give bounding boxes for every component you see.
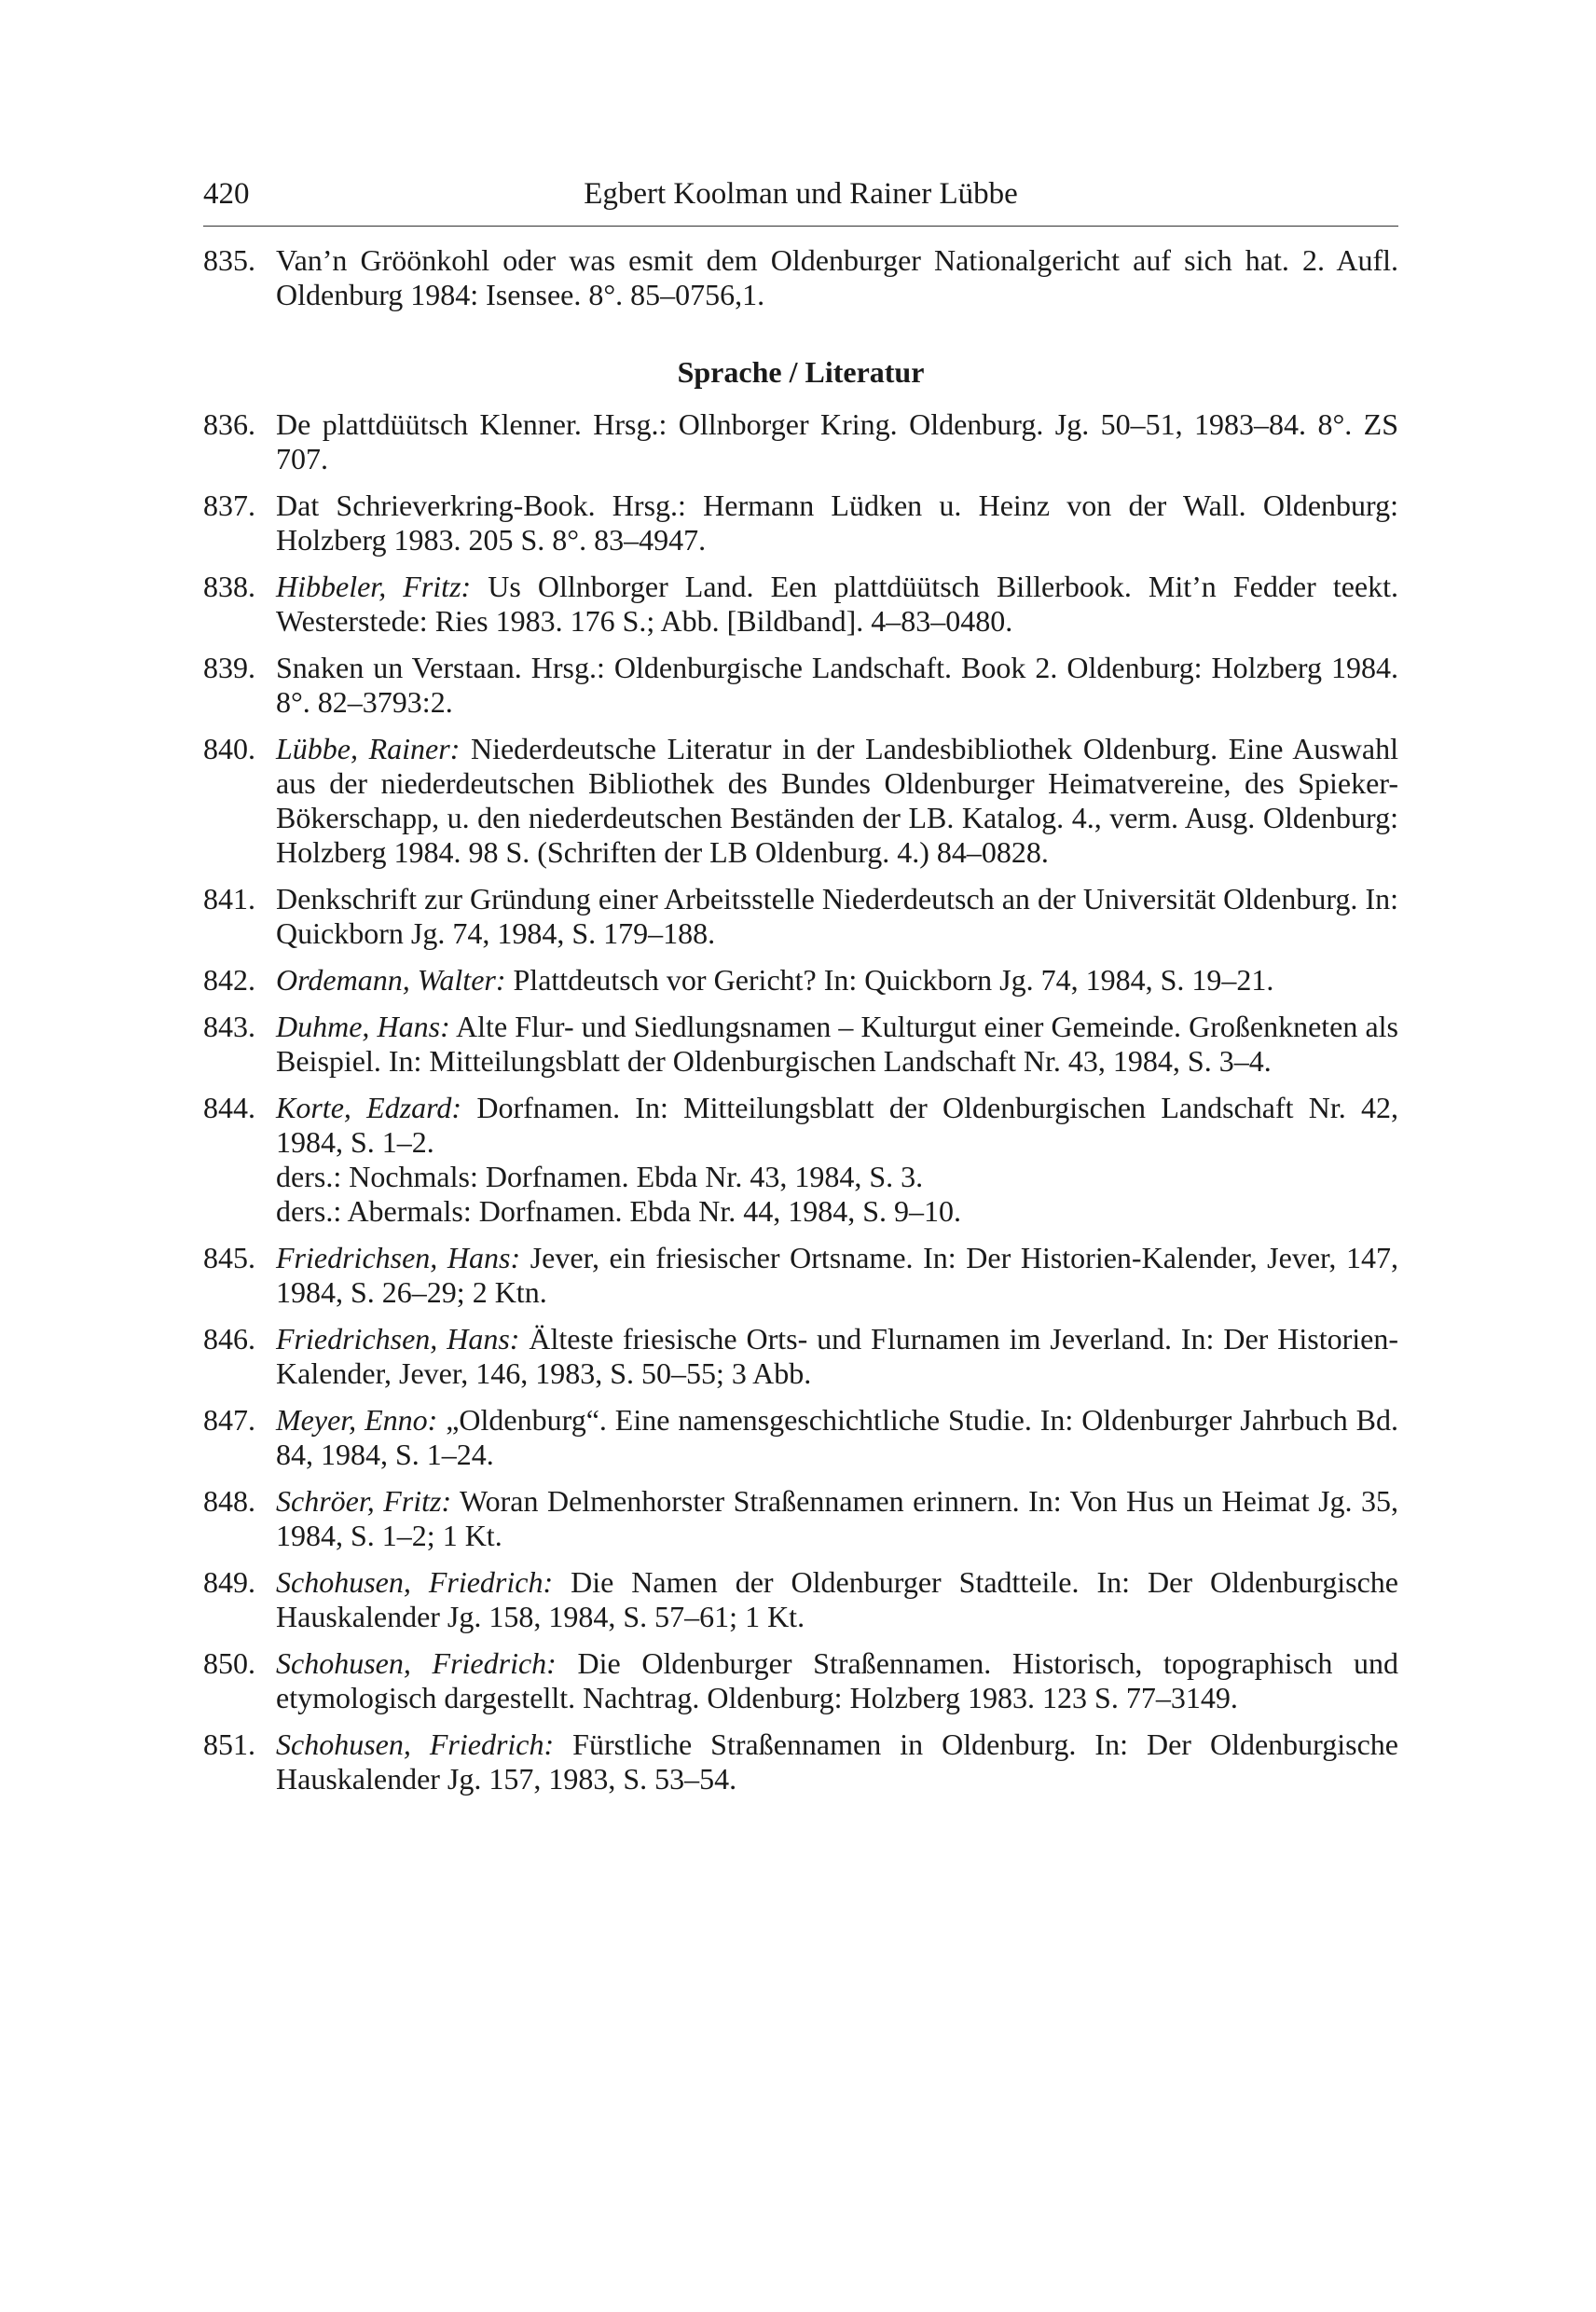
entry-body bbox=[276, 1010, 1398, 1079]
entry-text: Dat Schrieverkring-Book. Hrsg.: Hermann Lüdken u. Heinz von der Wall. Oldenburg: Holzberg 1983. 205 S. 8°. 83–4947. bbox=[276, 489, 1398, 557]
entries-main bbox=[203, 407, 1398, 1796]
entry-text: Alte Flur- und Siedlungsnamen – Kulturgut einer Gemeinde. Großenkneten als Beispiel. In: Mitteilungsblatt der Oldenburgischen Landschaft Nr. 43, 1984, S. 3–4. bbox=[276, 1010, 1399, 1078]
section-heading: Sprache / Literatur bbox=[677, 355, 925, 389]
entry-number: 844. bbox=[203, 1091, 255, 1124]
entry-number: 850. bbox=[203, 1646, 255, 1680]
entry-number: 836. bbox=[203, 407, 255, 441]
entry-text-line bbox=[276, 1727, 1398, 1796]
entry-body bbox=[276, 963, 1398, 998]
entry-body bbox=[276, 1403, 1398, 1472]
entry-text-line bbox=[276, 1565, 1398, 1634]
entries-before bbox=[203, 243, 1398, 312]
entry-author: Korte, Edzard: bbox=[276, 1091, 462, 1124]
entry-text: Us Ollnborger Land. Een plattdüütsch Billerbook. Mit’n Fedder teekt. Westerstede: Ries 1983. 176 S.; Abb. [Bildband]. 4–83–0480. bbox=[276, 570, 1398, 638]
entry-body bbox=[276, 732, 1398, 870]
entry-text-line bbox=[276, 243, 1398, 312]
entry-body bbox=[276, 651, 1398, 720]
book-page bbox=[203, 168, 1398, 1809]
bibliography-entry bbox=[203, 882, 1398, 951]
bibliography-entry bbox=[203, 1091, 1398, 1229]
entry-body bbox=[276, 489, 1398, 557]
entry-text: Plattdeutsch vor Gericht? In: Quickborn Jg. 74, 1984, S. 19–21. bbox=[505, 963, 1274, 997]
entry-number: 848. bbox=[203, 1484, 255, 1518]
entry-text: „Oldenburg“. Eine namensgeschichtliche Studie. In: Oldenburger Jahrbuch Bd. 84, 1984, S. 1–24. bbox=[276, 1403, 1399, 1471]
bibliography-entry bbox=[203, 732, 1398, 870]
entry-body bbox=[276, 1484, 1398, 1553]
entry-body bbox=[276, 1322, 1398, 1391]
entry-number: 847. bbox=[203, 1403, 255, 1437]
bibliography-entry bbox=[203, 1241, 1398, 1310]
entry-text-line bbox=[276, 570, 1398, 639]
entry-text: Die Oldenburger Straßennamen. Historisch, topographisch und etymologisch dargestellt. Nachtrag. Oldenburg: Holzberg 1983. 123 S. 77–3149. bbox=[276, 1646, 1399, 1714]
bibliography-entry bbox=[203, 489, 1398, 557]
entry-text-line bbox=[276, 407, 1398, 476]
entry-text: Jever, ein friesischer Ortsname. In: Der Historien-Kalender, Jever, 147, 1984, S. 26–29; 2 Ktn. bbox=[276, 1241, 1399, 1309]
bibliography-entry bbox=[203, 243, 1398, 312]
entry-number: 840. bbox=[203, 732, 255, 765]
entry-text-line bbox=[276, 489, 1398, 557]
bibliography-entry bbox=[203, 1646, 1398, 1715]
bibliography-entry bbox=[203, 1322, 1398, 1391]
bibliography-entry bbox=[203, 1565, 1398, 1634]
entry-body bbox=[276, 243, 1398, 312]
header-rule bbox=[203, 226, 1398, 227]
entry-number: 849. bbox=[203, 1565, 255, 1599]
bibliography-entry bbox=[203, 1403, 1398, 1472]
bibliography-entry bbox=[203, 651, 1398, 720]
entry-author: Schohusen, Friedrich: bbox=[276, 1565, 554, 1599]
entry-number: 838. bbox=[203, 570, 255, 603]
entry-body bbox=[276, 1646, 1398, 1715]
entry-body bbox=[276, 1565, 1398, 1634]
entry-author: Hibbeler, Fritz: bbox=[276, 570, 472, 603]
entry-number: 851. bbox=[203, 1727, 255, 1761]
entry-body bbox=[276, 570, 1398, 639]
entry-text: Dorfnamen. In: Mitteilungsblatt der Oldenburgischen Landschaft Nr. 42, 1984, S. 1–2. bbox=[276, 1091, 1399, 1159]
entry-author: Friedrichsen, Hans: bbox=[276, 1241, 521, 1274]
entry-additional-line: ders.: Abermals: Dorfnamen. Ebda Nr. 44, 1984, S. 9–10. bbox=[276, 1194, 961, 1228]
entry-text-line bbox=[276, 1241, 1398, 1310]
page-number: 420 bbox=[203, 177, 250, 211]
running-head bbox=[203, 168, 1398, 220]
entry-author: Schröer, Fritz: bbox=[276, 1484, 452, 1518]
entry-number: 837. bbox=[203, 489, 255, 522]
entry-author: Ordemann, Walter: bbox=[276, 963, 506, 997]
entry-number: 842. bbox=[203, 963, 255, 997]
entry-text: Woran Delmenhorster Straßennamen erinnern. In: Von Hus un Heimat Jg. 35, 1984, S. 1–2; 1 Kt. bbox=[276, 1484, 1399, 1552]
entry-author: Meyer, Enno: bbox=[276, 1403, 438, 1437]
entry-number: 845. bbox=[203, 1241, 255, 1274]
entry-author: Schohusen, Friedrich: bbox=[276, 1727, 555, 1761]
entry-text-line bbox=[276, 1646, 1398, 1715]
entry-text-line bbox=[276, 1091, 1398, 1160]
entry-text-line bbox=[276, 651, 1398, 720]
entry-text: Die Namen der Oldenburger Stadtteile. In: Der Oldenburgische Hauskalender Jg. 158, 1984, S. 57–61; 1 Kt. bbox=[276, 1565, 1399, 1633]
bibliography-entry bbox=[203, 1010, 1398, 1079]
entry-body bbox=[276, 407, 1398, 476]
bibliography-entry bbox=[203, 407, 1398, 476]
entry-author: Lübbe, Rainer: bbox=[276, 732, 461, 765]
entry-body bbox=[276, 882, 1398, 951]
entry-text-line bbox=[276, 732, 1398, 870]
entry-text: De plattdüütsch Klenner. Hrsg.: Ollnborger Kring. Oldenburg. Jg. 50–51, 1983–84. 8°. ZS 707. bbox=[276, 407, 1398, 475]
entry-text: Älteste friesische Orts- und Flurnamen im Jeverland. In: Der Historien-Kalender, Jever, 146, 1983, S. 50–55; 3 Abb. bbox=[276, 1322, 1399, 1390]
entry-text-line bbox=[276, 963, 1398, 998]
entry-text-line bbox=[276, 1322, 1398, 1391]
entry-text-line bbox=[276, 1403, 1398, 1472]
bibliography-entry bbox=[203, 570, 1398, 639]
entry-number: 846. bbox=[203, 1322, 255, 1356]
entry-text: Van’n Gröönkohl oder was esmit dem Oldenburger Nationalgericht auf sich hat. 2. Aufl. Oldenburg 1984: Isensee. 8°. 85–0756,1. bbox=[276, 243, 1398, 311]
bibliography-entry bbox=[203, 963, 1398, 998]
entry-number: 835. bbox=[203, 243, 255, 277]
entry-additional-line: ders.: Nochmals: Dorfnamen. Ebda Nr. 43, 1984, S. 3. bbox=[276, 1160, 924, 1193]
entry-author: Schohusen, Friedrich: bbox=[276, 1646, 557, 1680]
bibliography-entry bbox=[203, 1727, 1398, 1796]
entry-body bbox=[276, 1091, 1398, 1229]
entry-author: Friedrichsen, Hans: bbox=[276, 1322, 520, 1356]
entry-text: Snaken un Verstaan. Hrsg.: Oldenburgische Landschaft. Book 2. Oldenburg: Holzberg 1984. 8°. 82–3793:2. bbox=[276, 651, 1398, 719]
entry-body bbox=[276, 1727, 1398, 1796]
bibliography-entry bbox=[203, 1484, 1398, 1553]
entry-text: Fürstliche Straßennamen in Oldenburg. In: Der Oldenburgische Hauskalender Jg. 157, 1983, S. 53–54. bbox=[276, 1727, 1399, 1796]
entry-text-line bbox=[276, 882, 1398, 951]
entry-text-line bbox=[276, 1484, 1398, 1553]
entry-number: 843. bbox=[203, 1010, 255, 1043]
running-title: Egbert Koolman und Rainer Lübbe bbox=[584, 177, 1018, 211]
entry-author: Duhme, Hans: bbox=[276, 1010, 450, 1043]
entry-body bbox=[276, 1241, 1398, 1310]
entry-number: 841. bbox=[203, 882, 255, 915]
entry-text: Niederdeutsche Literatur in der Landesbibliothek Oldenburg. Eine Auswahl aus der niederdeutschen Bibliothek des Bundes Oldenburger Heimatvereine, des Spieker-Bökerschapp, u. den niederdeutschen Beständen der LB. Katalog. 4., verm. Ausg. Oldenburg: Holzberg 1984. 98 S. (Schriften der LB Oldenburg. 4.) 84–0828. bbox=[276, 732, 1399, 869]
entry-text: Denkschrift zur Gründung einer Arbeitsstelle Niederdeutsch an der Universität Oldenburg. In: Quickborn Jg. 74, 1984, S. 179–188. bbox=[276, 882, 1398, 950]
entry-number: 839. bbox=[203, 651, 255, 684]
entry-text-line bbox=[276, 1010, 1398, 1079]
